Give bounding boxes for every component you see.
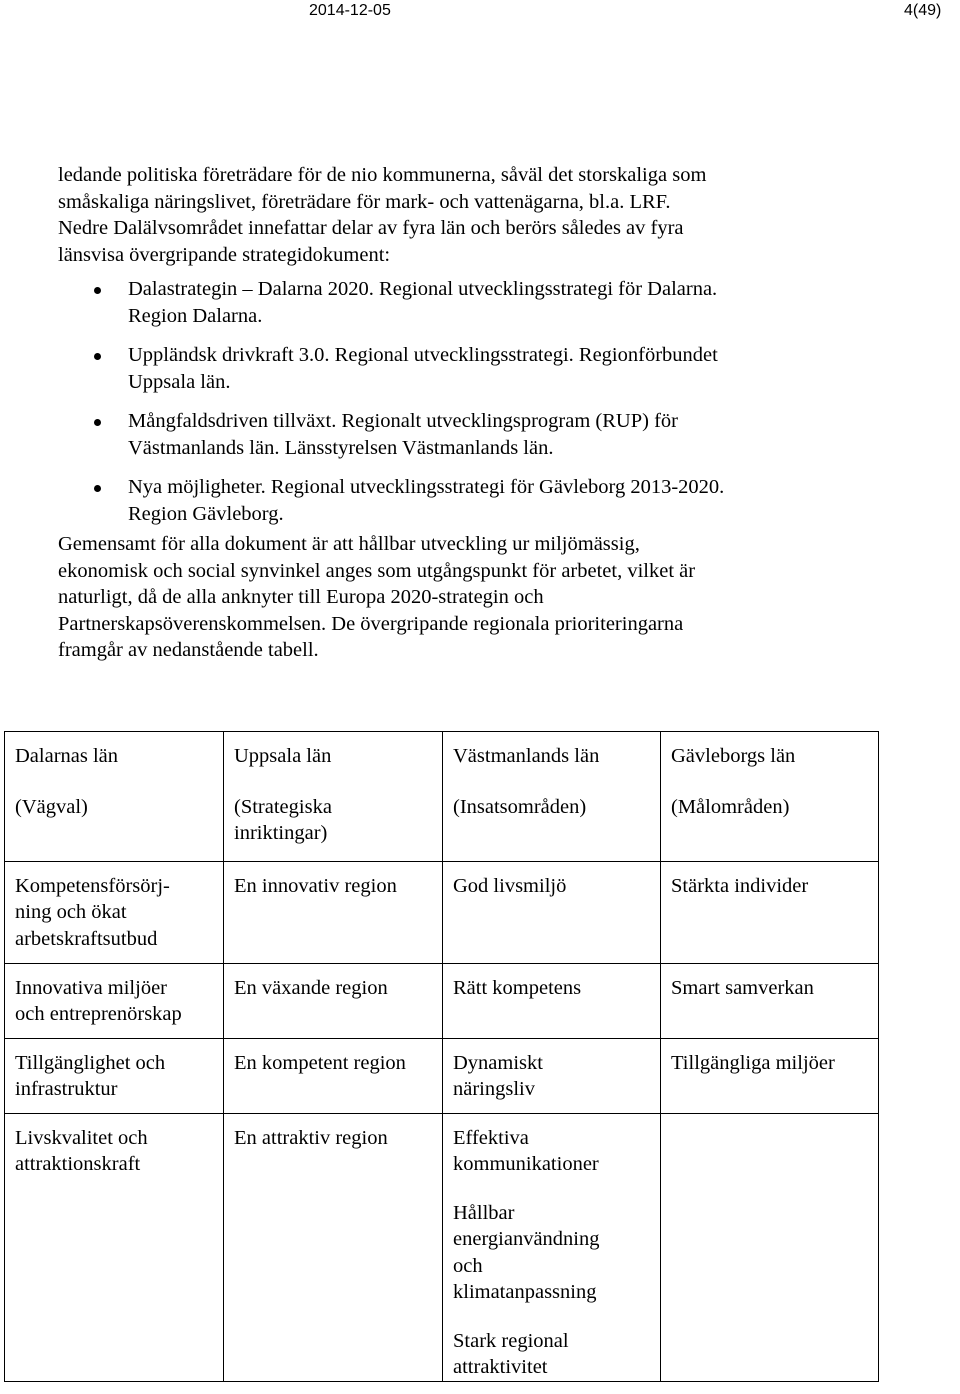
bullet-icon <box>94 287 101 294</box>
cell-text: En innovativ region <box>234 874 397 897</box>
table-row <box>5 1038 879 1113</box>
cell-entry <box>453 1328 650 1381</box>
cell-text: Effektiva <box>453 1126 529 1149</box>
cell-text: En växande region <box>234 976 388 999</box>
intro-line: länsvisa övergripande strategidokument: <box>58 243 391 266</box>
table-row <box>5 963 879 1038</box>
cell-entry <box>453 1200 650 1306</box>
bullet-icon <box>94 353 101 360</box>
cell-text: Livskvalitet och <box>15 1126 148 1149</box>
list-item-text: Nya möjligheter. Regional utvecklingsstrategi för Gävleborg 2013-2020. <box>128 476 725 498</box>
county-name: Gävleborgs län <box>671 745 796 767</box>
cell-text: Tillgängliga miljöer <box>671 1051 835 1074</box>
column-header <box>5 732 224 862</box>
strategy-document-list <box>58 276 918 527</box>
priority-type: (Vägval) <box>15 795 88 818</box>
intro-line: småskaliga näringslivet, företrädare för mark- och vattenägarna, bl.a. LRF. <box>58 190 671 213</box>
cell-text: Stark regional <box>453 1329 569 1352</box>
list-item <box>58 474 918 527</box>
cell-text: Dynamiskt <box>453 1051 543 1074</box>
table-cell <box>224 861 443 963</box>
list-item-text: Region Dalarna. <box>128 304 263 327</box>
summary-line: ekonomisk och social synvinkel anges som utgångspunkt för arbetet, vilket är <box>58 559 696 582</box>
cell-text: attraktivitet <box>453 1356 548 1378</box>
cell-text: kommunikationer <box>453 1153 599 1175</box>
cell-text: energianvändning <box>453 1228 600 1250</box>
summary-line: framgår av nedanstående tabell. <box>58 639 319 661</box>
table-cell <box>443 1113 661 1381</box>
cell-text: och entreprenörskap <box>15 1003 182 1025</box>
table-cell <box>5 861 224 963</box>
table-cell <box>224 963 443 1038</box>
summary-paragraph <box>58 531 918 664</box>
document-body <box>58 162 918 664</box>
table-cell <box>224 1113 443 1381</box>
table-cell <box>443 861 661 963</box>
table-cell <box>224 1038 443 1113</box>
cell-text: En attraktiv region <box>234 1126 388 1149</box>
table-row <box>5 1113 879 1381</box>
priority-type: inriktingar) <box>234 822 328 844</box>
table-cell <box>661 963 879 1038</box>
list-item-text: Västmanlands län. Länsstyrelsen Västmanlands län. <box>128 436 554 459</box>
column-header <box>661 732 879 862</box>
priority-type: (Strategiska <box>234 795 332 818</box>
cell-text: arbetskraftsutbud <box>15 927 158 950</box>
cell-text: infrastruktur <box>15 1078 118 1100</box>
list-item-text: Mångfaldsdriven tillväxt. Regionalt utvecklingsprogram (RUP) för <box>128 410 678 432</box>
list-item-text: Dalastrategin – Dalarna 2020. Regional utvecklingsstrategi för Dalarna. <box>128 278 718 300</box>
list-item <box>58 408 918 461</box>
intro-paragraph <box>58 162 918 268</box>
list-item <box>58 276 918 329</box>
list-item <box>58 342 918 395</box>
table-cell <box>5 1113 224 1381</box>
column-header <box>224 732 443 862</box>
bullet-icon <box>94 419 101 426</box>
page-header <box>0 0 960 27</box>
cell-text: klimatanpassning <box>453 1281 597 1303</box>
cell-text: näringsliv <box>453 1078 535 1100</box>
table-cell <box>443 963 661 1038</box>
summary-line: Partnerskapsöverenskommelsen. De övergripande regionala prioriteringarna <box>58 612 684 635</box>
cell-text: attraktionskraft <box>15 1153 141 1175</box>
table-header-row <box>5 732 879 862</box>
cell-entry <box>453 1125 650 1178</box>
page-number: 4(49) <box>904 2 942 19</box>
table-row <box>5 861 879 963</box>
list-item-text: Uppsala län. <box>128 370 231 393</box>
cell-text: Rätt kompetens <box>453 976 582 999</box>
cell-text: och <box>453 1254 483 1277</box>
summary-line: Gemensamt för alla dokument är att hållbar utveckling ur miljömässig, <box>58 533 640 555</box>
table-cell <box>661 1113 879 1381</box>
priority-type: (Målområden) <box>671 795 790 818</box>
bullet-icon <box>94 485 101 492</box>
cell-text: God livsmiljö <box>453 874 567 897</box>
regional-priorities-table <box>4 731 879 1382</box>
table-cell <box>661 1038 879 1113</box>
document-date: 2014-12-05 <box>309 2 391 19</box>
cell-text: Hållbar <box>453 1201 515 1224</box>
cell-text: Smart samverkan <box>671 976 814 999</box>
cell-text: ning och ökat <box>15 901 127 923</box>
list-item-text: Uppländsk drivkraft 3.0. Regional utvecklingsstrategi. Regionförbundet <box>128 344 718 366</box>
intro-line: Nedre Dalälvsområdet innefattar delar av fyra län och berörs således av fyra <box>58 217 684 239</box>
cell-text: En kompetent region <box>234 1051 406 1074</box>
table-cell <box>5 963 224 1038</box>
priority-type: (Insatsområden) <box>453 795 587 818</box>
cell-text: Stärkta individer <box>671 874 809 897</box>
cell-text: Innovativa miljöer <box>15 976 167 999</box>
column-header <box>443 732 661 862</box>
cell-text: Tillgänglighet och <box>15 1051 166 1074</box>
county-name: Dalarnas län <box>15 745 119 767</box>
intro-line: ledande politiska företrädare för de nio kommunerna, såväl det storskaliga som <box>58 164 707 186</box>
table-cell <box>661 861 879 963</box>
table-cell <box>5 1038 224 1113</box>
summary-line: naturligt, då de alla anknyter till Europa 2020-strategin och <box>58 586 544 608</box>
cell-text: Kompetensförsörj- <box>15 874 170 897</box>
list-item-text: Region Gävleborg. <box>128 502 284 525</box>
table-cell <box>443 1038 661 1113</box>
county-name: Uppsala län <box>234 745 332 767</box>
county-name: Västmanlands län <box>453 745 600 767</box>
